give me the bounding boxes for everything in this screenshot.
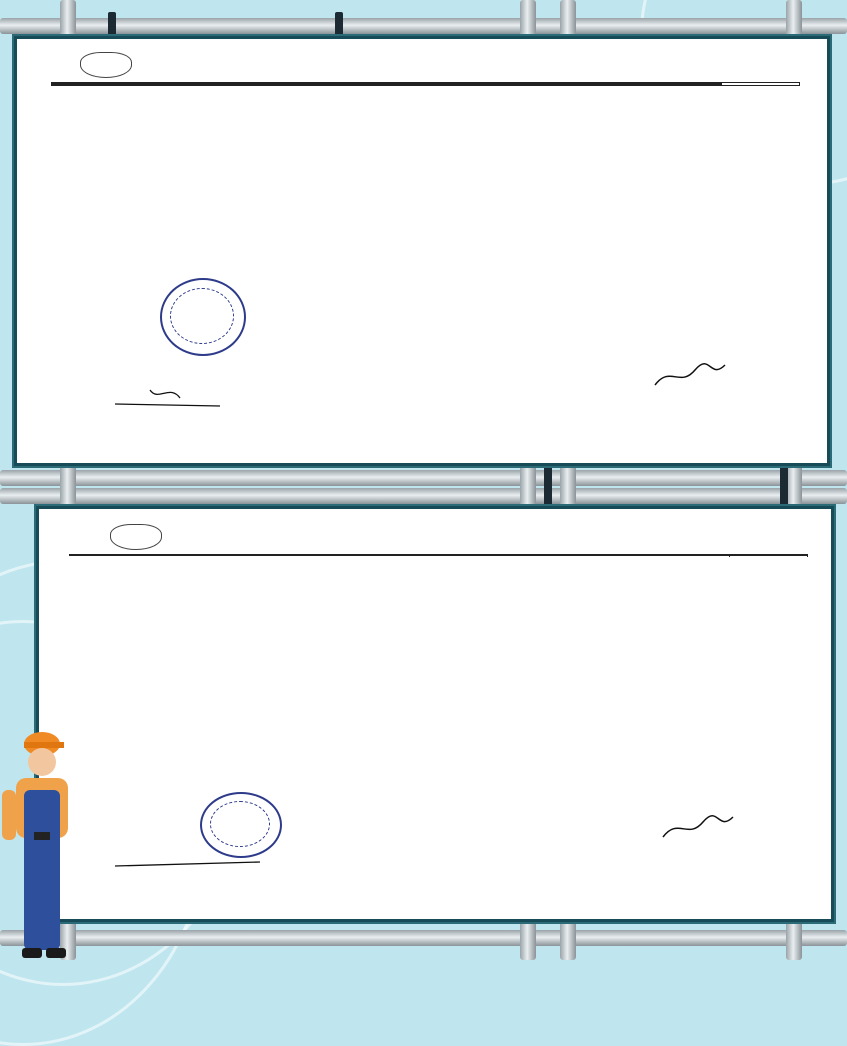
date-header (655, 85, 689, 86)
official-stamp (200, 792, 282, 858)
date-header (454, 85, 488, 86)
date-header (85, 85, 119, 86)
date-header (521, 85, 555, 86)
plumber-illustration (0, 720, 90, 960)
official-stamp (160, 278, 246, 356)
date-header (51, 85, 85, 86)
date-header (688, 85, 722, 86)
date-header (487, 85, 521, 86)
second-half-header (69, 555, 399, 556)
date-header (252, 85, 286, 86)
pipe (0, 488, 847, 504)
lab-head-signature (110, 382, 230, 412)
date-header (219, 85, 253, 86)
pipe (0, 930, 847, 946)
schedule-table (69, 554, 808, 556)
unit-column-header (722, 83, 800, 86)
date-header (185, 85, 219, 86)
first-half-header (399, 555, 729, 556)
pipe (0, 470, 847, 486)
date-header (353, 85, 387, 86)
sheet2-document (60, 512, 808, 912)
sheet1-document (40, 42, 800, 452)
date-header (286, 85, 320, 86)
unit-column-header (730, 555, 808, 556)
date-header (554, 85, 588, 86)
manager-signature (658, 812, 738, 842)
date-header (118, 85, 152, 86)
pipe-joint (780, 462, 788, 512)
date-header (386, 85, 420, 86)
schedule-table (51, 82, 800, 86)
date-header (588, 85, 622, 86)
manager-signature (650, 360, 730, 390)
date-header (420, 85, 454, 86)
date-header (621, 85, 655, 86)
pipe (0, 18, 847, 34)
date-header (152, 85, 186, 86)
date-header (319, 85, 353, 86)
company-logo (80, 52, 132, 78)
pipe-joint (544, 462, 552, 512)
company-logo (110, 524, 162, 550)
